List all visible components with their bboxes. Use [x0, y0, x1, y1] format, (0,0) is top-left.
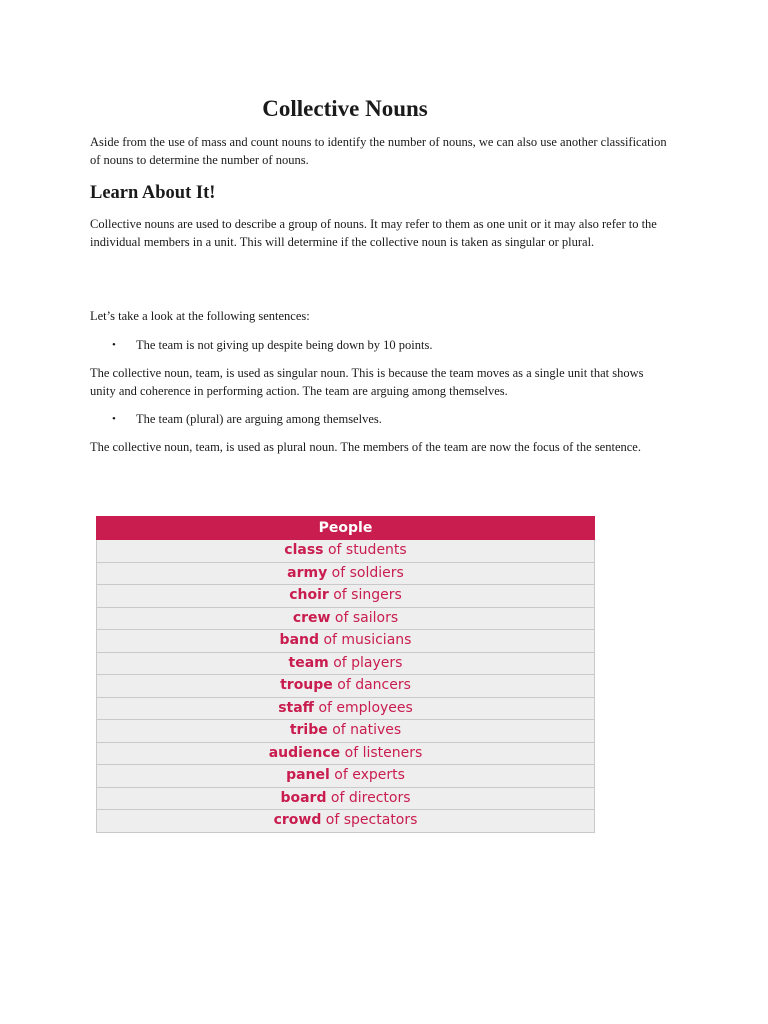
table-cell: [97, 765, 595, 788]
table-row: [97, 765, 595, 788]
collective-noun: choir: [289, 587, 329, 604]
collective-noun: army: [287, 564, 328, 581]
collective-noun: class: [284, 542, 324, 559]
table-row: [97, 787, 595, 810]
table-row: [97, 607, 595, 630]
table-row: [97, 630, 595, 653]
collective-noun: band: [279, 632, 320, 649]
table-row: [97, 742, 595, 765]
collective-noun-object: of listeners: [340, 744, 423, 761]
table-header-people: People: [97, 517, 595, 540]
explanation-plural: The collective noun, team, is used as plural noun. The members of the team are now the focus of the sentence.: [90, 440, 641, 454]
collective-noun: team: [288, 654, 329, 671]
table-cell: [97, 697, 595, 720]
collective-noun-object: of employees: [314, 699, 413, 716]
collective-noun: crowd: [273, 812, 322, 829]
collective-noun-object: of sailors: [330, 609, 399, 626]
collective-noun-object: of directors: [326, 789, 411, 806]
table-body: [97, 540, 595, 833]
bullet-text: The team (plural) are arguing among themselves.: [136, 412, 382, 426]
collective-noun-object: of natives: [327, 722, 402, 739]
table-row: [97, 585, 595, 608]
collective-noun-object: of dancers: [332, 677, 411, 694]
table-header-row: [97, 517, 595, 540]
collective-noun: board: [280, 789, 327, 806]
table-cell: [97, 742, 595, 765]
collective-nouns-table: [96, 516, 595, 833]
collective-noun-object: of spectators: [321, 812, 418, 829]
bullet-icon: •: [112, 339, 116, 351]
collective-noun: troupe: [280, 677, 333, 694]
page-title: Collective Nouns: [262, 96, 428, 121]
table-row: [97, 675, 595, 698]
table-row: [97, 697, 595, 720]
collective-noun: tribe: [289, 722, 328, 739]
table-row: [97, 720, 595, 743]
table-row: [97, 810, 595, 833]
table-cell: [97, 562, 595, 585]
collective-noun: staff: [278, 699, 315, 716]
collective-noun-object: of students: [323, 542, 407, 559]
table-row: [97, 652, 595, 675]
table-cell: [97, 630, 595, 653]
table-cell: [97, 652, 595, 675]
collective-noun: crew: [292, 609, 331, 626]
table-cell: [97, 540, 595, 563]
collective-noun-object: of musicians: [319, 632, 412, 649]
table-cell: [97, 720, 595, 743]
table-row: [97, 540, 595, 563]
collective-noun-object: of singers: [328, 587, 402, 604]
collective-noun-object: of experts: [329, 767, 405, 784]
collective-noun-object: of players: [328, 654, 403, 671]
table-cell: [97, 585, 595, 608]
table-row: [97, 562, 595, 585]
bullet-text: The team is not giving up despite being down by 10 points.: [136, 338, 433, 352]
collective-noun-object: of soldiers: [327, 564, 404, 581]
table-cell: [97, 787, 595, 810]
section-heading: Learn About It!: [90, 183, 216, 203]
table-cell: [97, 810, 595, 833]
table-cell: [97, 607, 595, 630]
lead-in-paragraph: Let’s take a look at the following sentences:: [90, 309, 310, 323]
intro-paragraph: Aside from the use of mass and count nouns to identify the number of nouns, we can also use another classification of nouns to determine the number of nouns.: [90, 135, 667, 167]
bullet-icon: •: [112, 413, 116, 425]
definition-paragraph: Collective nouns are used to describe a group of nouns. It may refer to them as one unit or it may also refer to the individual members in a unit. This will determine if the collective noun is taken as singular or plural.: [90, 217, 657, 249]
explanation-singular: The collective noun, team, is used as singular noun. This is because the team moves as a single unit that shows unity and coherence in performing action. The team are arguing among themselves.: [90, 366, 644, 398]
collective-noun: panel: [286, 767, 330, 784]
collective-noun: audience: [268, 744, 341, 761]
table-cell: [97, 675, 595, 698]
